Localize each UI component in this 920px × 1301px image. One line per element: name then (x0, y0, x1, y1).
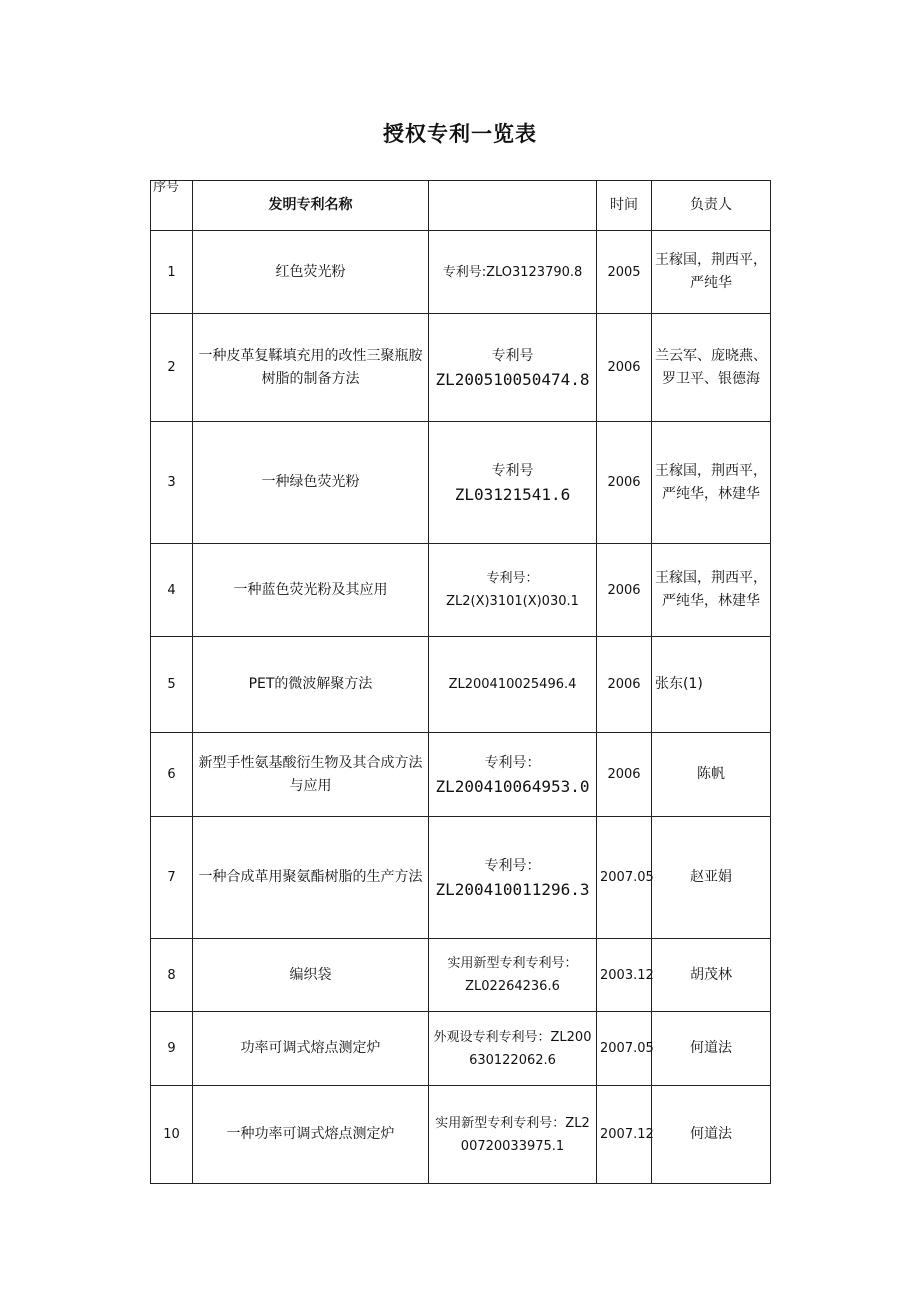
row-patent (429, 422, 597, 544)
patent-label: 实用新型专利专利号： (435, 1115, 566, 1131)
row-seq: 4 (151, 544, 193, 637)
row-seq: 7 (151, 817, 193, 939)
row-time: 2006 (597, 637, 652, 733)
row-owner: 王稼国，荆西平，严纯华，林建华 (652, 422, 771, 544)
patent-label: 专利号： (486, 571, 539, 586)
row-owner: 王稼国，荆西平，严纯华 (652, 231, 771, 314)
row-time: 2005 (597, 231, 652, 314)
header-owner: 负责人 (652, 181, 771, 231)
patent-table (150, 180, 771, 1184)
page-title: 授权专利一览表 (383, 122, 537, 146)
row-owner: 何道法 (652, 1012, 771, 1086)
patent-label: 专利号:ZLO3123790.8 (442, 264, 583, 280)
row-time: 2007.05 (597, 817, 652, 939)
row-name: PET的微波解聚方法 (193, 637, 429, 733)
row-owner: 兰云军、庞晓燕、罗卫平、银德海 (652, 314, 771, 422)
patent-number: ZL200410011296.3 (435, 879, 590, 899)
row-patent (429, 231, 597, 314)
row-time: 2006 (597, 544, 652, 637)
row-seq: 8 (151, 939, 193, 1012)
row-owner: 陈帆 (652, 733, 771, 817)
table-row (151, 544, 771, 637)
table-row (151, 422, 771, 544)
row-name: 红色荧光粉 (193, 231, 429, 314)
header-patent (429, 181, 597, 231)
header-time: 时间 (597, 181, 652, 231)
patent-label: ZL200410025496.4 (448, 677, 577, 692)
row-patent (429, 637, 597, 733)
table-header-row (151, 181, 771, 231)
table-row (151, 231, 771, 314)
row-name: 一种合成革用聚氨酯树脂的生产方法 (193, 817, 429, 939)
row-seq: 9 (151, 1012, 193, 1086)
row-owner: 胡茂林 (652, 939, 771, 1012)
row-owner: 何道法 (652, 1086, 771, 1184)
row-patent (429, 544, 597, 637)
patent-label: 专利号 (491, 462, 534, 479)
row-time: 2006 (597, 314, 652, 422)
row-seq: 10 (151, 1086, 193, 1184)
row-patent (429, 733, 597, 817)
patent-label: 专利号： (484, 754, 541, 771)
patent-label: 专利号： (484, 857, 541, 874)
patent-number: ZL02264236.6 (465, 979, 560, 994)
table-row (151, 939, 771, 1012)
patent-number: ZL200510050474.8 (435, 369, 590, 389)
row-patent (429, 817, 597, 939)
patent-label: 专利号 (491, 347, 534, 364)
patent-number: ZL2(X)3101(X)030.1 (446, 594, 579, 609)
row-time: 2003.12 (597, 939, 652, 1012)
row-patent (429, 939, 597, 1012)
row-seq: 3 (151, 422, 193, 544)
table-row (151, 314, 771, 422)
row-seq: 2 (151, 314, 193, 422)
patent-number: ZL200720033975.1 (460, 1115, 590, 1154)
row-patent (429, 1086, 597, 1184)
row-name: 一种绿色荧光粉 (193, 422, 429, 544)
row-name: 编织袋 (193, 939, 429, 1012)
row-patent (429, 314, 597, 422)
table-row (151, 1012, 771, 1086)
table-row (151, 637, 771, 733)
row-time: 2007.12 (597, 1086, 652, 1184)
patent-number: ZL200410064953.0 (435, 776, 590, 796)
row-name: 一种蓝色荧光粉及其应用 (193, 544, 429, 637)
row-name: 功率可调式熔点测定炉 (193, 1012, 429, 1086)
row-seq: 5 (151, 637, 193, 733)
row-time: 2006 (597, 422, 652, 544)
row-time: 2007.05 (597, 1012, 652, 1086)
row-time: 2006 (597, 733, 652, 817)
patent-number: ZL03121541.6 (454, 484, 571, 504)
header-name: 发明专利名称 (193, 181, 429, 231)
row-name: 一种功率可调式熔点测定炉 (193, 1086, 429, 1184)
table-row (151, 1086, 771, 1184)
row-patent (429, 1012, 597, 1086)
table-row (151, 817, 771, 939)
row-owner: 赵亚娟 (652, 817, 771, 939)
header-seq: 序号 (151, 181, 193, 231)
row-seq: 6 (151, 733, 193, 817)
patent-label: 实用新型专利专利号： (447, 956, 578, 971)
row-name: 新型手性氨基酸衍生物及其合成方法与应用 (193, 733, 429, 817)
row-name: 一种皮革复鞣填充用的改性三聚瓶胺树脂的制备方法 (193, 314, 429, 422)
patent-number: ZL200630122062.6 (469, 1029, 592, 1068)
row-owner: 张东(1) (652, 637, 771, 733)
row-owner: 王稼国，荆西平，严纯华，林建华 (652, 544, 771, 637)
patent-label: 外观设专利专利号： (433, 1029, 551, 1045)
table-row (151, 733, 771, 817)
row-seq: 1 (151, 231, 193, 314)
